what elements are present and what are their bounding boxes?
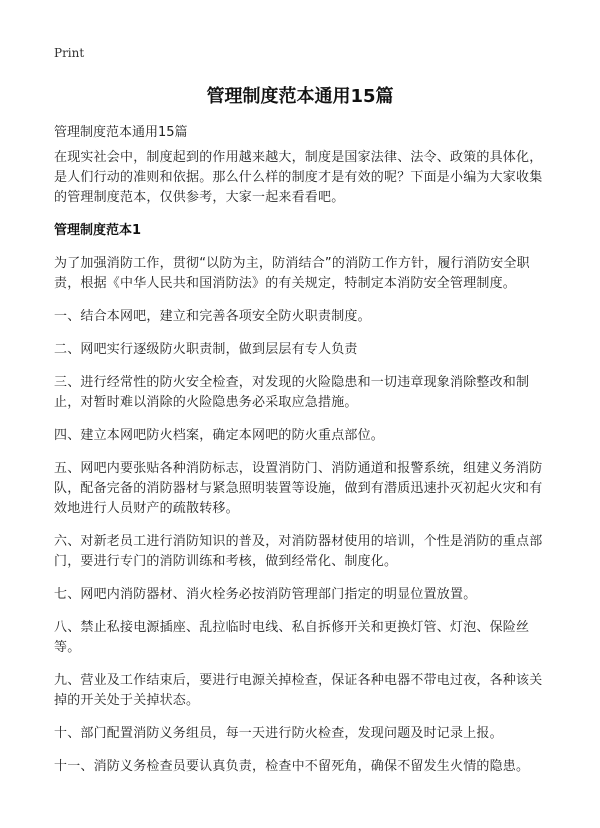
body-paragraph: 八、禁止私接电源插座、乱拉临时电线、私自拆修开关和更换灯管、灯泡、保险丝等。 bbox=[54, 620, 530, 655]
body-paragraph: 九、营业及工作结束后，要进行电源关掉检查，保证各种电器不带电过夜，各种该关掉的开关处于关掉状态。 bbox=[54, 673, 543, 708]
intro-paragraph: 在现实社会中，制度起到的作用越来越大，制度是国家法律、法令、政策的具体化，是人们行动的准则和依据。那么什么样的制度才是有效的呢？下面是小编为大家收集的管理制度范本，仅供参考，大家一起来看看吧。 bbox=[54, 150, 543, 205]
body-paragraph: 四、建立本网吧防火档案，确定本网吧的防火重点部位。 bbox=[54, 428, 385, 443]
body-paragraph: 十、部门配置消防义务组员，每一天进行防火检查，发现问题及时记录上报。 bbox=[54, 726, 503, 741]
body-paragraph: 三、进行经常性的防火安全检查，对发现的火险隐患和一切违章现象消除整改和制止，对暂时难以消除的火险隐患务必采取应急措施。 bbox=[54, 375, 530, 410]
body-paragraph: 一、结合本网吧，建立和完善各项安全防火职责制度。 bbox=[54, 309, 371, 324]
body-paragraph: 二、网吧实行逐级防火职责制，做到层层有专人负责 bbox=[54, 342, 358, 357]
body-paragraph: 六、对新老员工进行消防知识的普及，对消防器材使用的培训，个性是消防的重点部门，要进行专门的消防训练和考核，做到经常化、制度化。 bbox=[54, 534, 543, 569]
section-heading: 管理制度范本1 bbox=[54, 223, 142, 238]
document-subtitle: 管理制度范本通用15篇 bbox=[54, 125, 188, 140]
body-paragraph: 七、网吧内消防器材、消火栓务必按消防管理部门指定的明显位置放置。 bbox=[54, 587, 477, 602]
body-paragraph: 为了加强消防工作，贯彻“以防为主，防消结合”的消防工作方针，履行消防安全职责，根据《中华人民共和国消防法》的有关规定，特制定本消防安全管理制度。 bbox=[54, 256, 530, 291]
print-link[interactable]: Print bbox=[54, 46, 85, 60]
body-paragraph: 五、网吧内要张贴各种消防标志，设置消防门、消防通道和报警系统，组建义务消防队，配备完备的消防器材与紧急照明装置等设施，做到有潜质迅速扑灭初起火灾和有效地进行人员财产的疏散转移。 bbox=[54, 461, 543, 516]
document-body bbox=[54, 148, 554, 790]
page-title: 管理制度范本通用15篇 bbox=[206, 86, 394, 107]
body-paragraph: 十一、消防义务检查员要认真负责，检查中不留死角，确保不留发生火情的隐患。 bbox=[54, 759, 530, 774]
